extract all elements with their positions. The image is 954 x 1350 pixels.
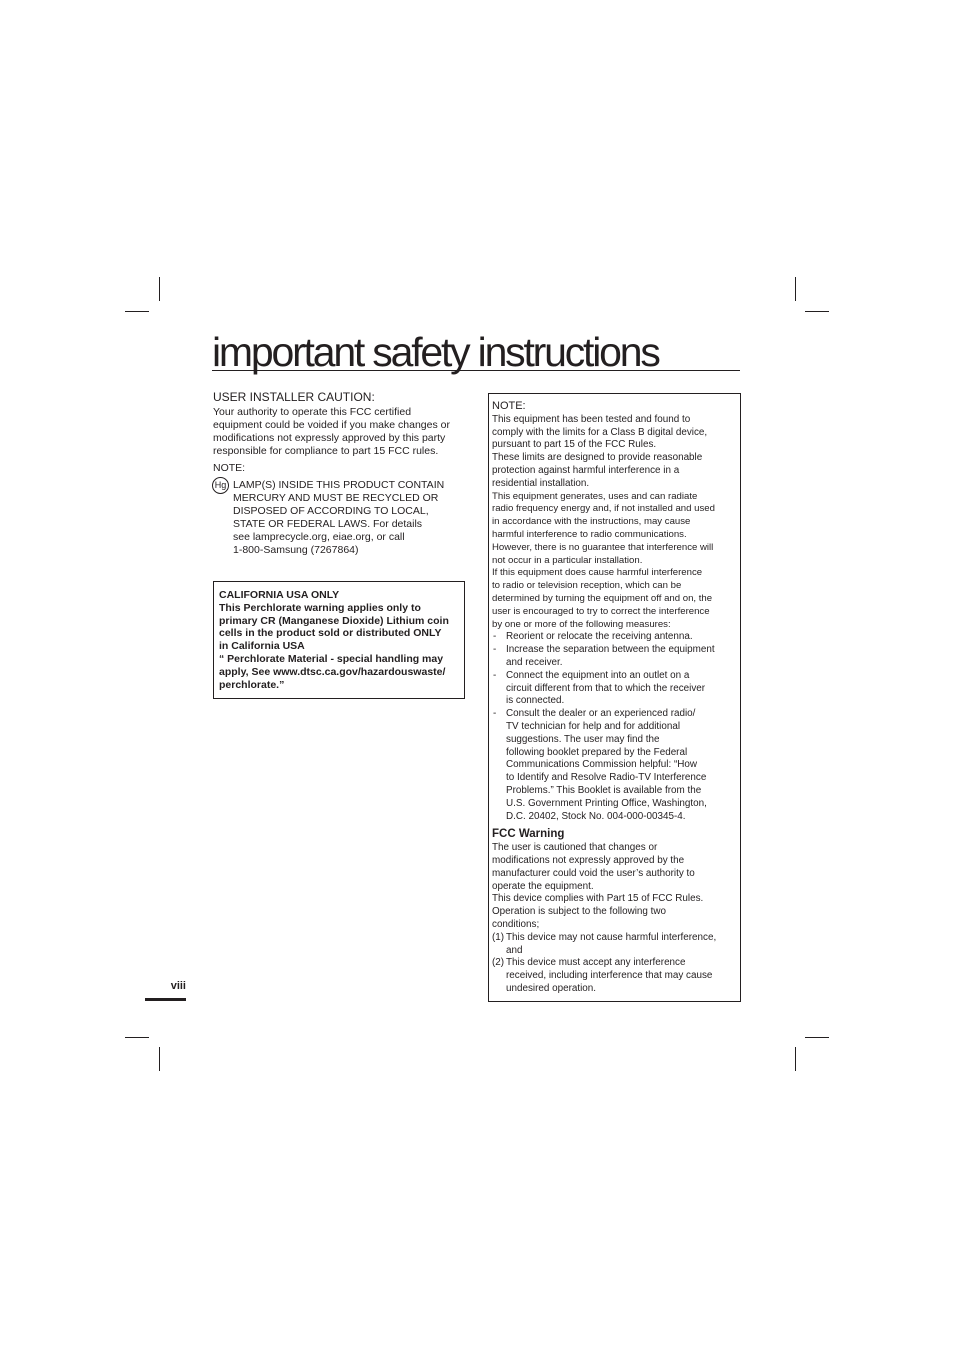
fcc-note-box [488, 393, 741, 1002]
text-line: undesired operation. [506, 983, 597, 995]
text-line: Reorient or relocate the receiving antenna. [506, 631, 693, 643]
list-item [492, 932, 737, 958]
number-marker: (2) [492, 957, 505, 969]
installer-caution-section [213, 391, 465, 557]
text-line: U.S. Government Printing Office, Washington, [506, 797, 707, 809]
caution-text [213, 406, 465, 458]
text-line: “ Perchlorate Material - special handling may [219, 652, 444, 665]
text-line: and receiver. [506, 656, 563, 668]
text-line: Operation is subject to the following two [492, 906, 667, 918]
list-item [492, 631, 737, 644]
note-label: NOTE: [213, 462, 246, 474]
text-line: in California USA [219, 640, 305, 653]
crop-mark [795, 277, 796, 301]
text-line: suggestions. The user may find the [506, 733, 660, 745]
text-line: LAMP(S) INSIDE THIS PRODUCT CONTAIN [233, 479, 445, 491]
text-line: equipment could be voided if you make changes or [213, 419, 450, 431]
list-item [492, 708, 737, 823]
text-line: responsible for compliance to part 15 FCC rules. [213, 445, 439, 457]
text-line: modifications not expressly approved by the [492, 855, 685, 867]
mercury-hg-icon: Hg [212, 477, 229, 494]
mercury-lamp-notice [213, 479, 465, 557]
crop-mark [805, 1037, 829, 1038]
crop-mark [125, 311, 149, 312]
text-line: not occur in a particular installation. [492, 554, 643, 566]
page-title [212, 329, 740, 375]
bullet-marker: - [493, 708, 497, 720]
text-line: CALIFORNIA USA ONLY [219, 589, 340, 601]
measures-list [492, 631, 737, 823]
text-line: by one or more of the following measures: [492, 618, 671, 630]
text-line: comply with the limits for a Class B digital device, [492, 426, 708, 438]
text-line: This equipment generates, uses and can radiate [492, 490, 698, 502]
page-title-text: important safety instructions [212, 329, 659, 375]
text-line: and [506, 944, 523, 956]
text-line: D.C. 20402, Stock No. 004-000-00345-4. [506, 810, 686, 822]
text-line: This device complies with Part 15 of FCC Rules. [492, 893, 704, 905]
crop-mark [125, 1037, 149, 1038]
text-line: Problems.” This Booklet is available from the [506, 784, 702, 796]
text-line: following booklet prepared by the Federal [506, 746, 688, 758]
text-line: harmful interference to radio communications. [492, 528, 687, 540]
text-line: see lamprecycle.org, eiae.org, or call [233, 531, 405, 543]
text-line: However, there is no guarantee that interference will [492, 541, 714, 553]
number-marker: (1) [492, 931, 505, 943]
bullet-marker: - [493, 631, 497, 643]
text-line: This Perchlorate warning applies only to [219, 601, 421, 614]
text-line: in accordance with the instructions, may cause [492, 516, 691, 528]
text-line: determined by turning the equipment off and on, the [492, 592, 713, 604]
text-line: Connect the equipment into an outlet on a [506, 669, 690, 681]
text-line: is connected. [506, 695, 565, 707]
crop-mark [159, 1047, 160, 1071]
text-line: This device may not cause harmful interference, [506, 931, 717, 943]
text-line: apply, See www.dtsc.ca.gov/hazardouswaste/ [219, 665, 446, 678]
fcc-warning-text [492, 842, 737, 932]
text-line: protection against harmful interference in a [492, 464, 680, 476]
text-line: MERCURY AND MUST BE RECYCLED OR [233, 492, 439, 504]
text-line: Increase the separation between the equipment [506, 644, 715, 656]
text-line: radio frequency energy and, if not installed and used [492, 503, 715, 515]
text-line: modifications not expressly approved by this party [213, 432, 446, 444]
conditions-list [492, 932, 737, 996]
text-line: These limits are designed to provide reasonable [492, 452, 703, 464]
california-perchlorate-box [213, 581, 465, 699]
crop-mark [159, 277, 160, 301]
text-line: user is encouraged to try to correct the interference [492, 605, 710, 617]
text-line: cells in the product sold or distributed ONLY [219, 627, 442, 640]
text-line: TV technician for help and for additional [506, 720, 681, 732]
page-number [145, 980, 186, 1001]
text-line: operate the equipment. [492, 880, 594, 892]
text-line: Communications Commission helpful: “How [506, 759, 697, 771]
text-line: If this equipment does cause harmful interference [492, 567, 703, 579]
page-number-text: viii [170, 980, 186, 992]
text-line: This equipment has been tested and found to [492, 413, 691, 425]
text-line: residential installation. [492, 477, 590, 489]
text-line: to Identify and Resolve Radio-TV Interference [506, 772, 707, 784]
list-item [492, 957, 737, 995]
text-line: DISPOSED OF ACCORDING TO LOCAL, [233, 505, 429, 517]
list-item [492, 670, 737, 708]
text-line: Consult the dealer or an experienced radio/ [506, 708, 696, 720]
text-line: manufacturer could void the user’s authority to [492, 867, 695, 879]
fcc-paragraph [492, 414, 737, 491]
text-line: 1-800-Samsung (7267864) [233, 544, 359, 556]
text-line: This device must accept any interference [506, 957, 686, 969]
fcc-warning-heading: FCC Warning [492, 828, 565, 841]
text-line: circuit different from that to which the receiver [506, 682, 706, 694]
list-item [492, 644, 737, 670]
text-line: conditions; [492, 919, 540, 931]
text-line: pursuant to part 15 of the FCC Rules. [492, 439, 657, 451]
text-line: to radio or television reception, which can be [492, 580, 682, 592]
text-line: Your authority to operate this FCC certified [213, 406, 412, 418]
crop-mark [795, 1047, 796, 1071]
text-line: The user is cautioned that changes or [492, 842, 658, 854]
bullet-marker: - [493, 644, 497, 656]
text-line: perchlorate.” [219, 678, 285, 691]
text-line: received, including interference that may cause [506, 970, 713, 982]
bullet-marker: - [493, 669, 497, 681]
fcc-paragraph [492, 491, 737, 632]
caution-heading: USER INSTALLER CAUTION: [213, 390, 375, 404]
text-line: STATE OR FEDERAL LAWS. For details [233, 518, 423, 530]
text-line: primary CR (Manganese Dioxide) Lithium coin [219, 614, 449, 627]
crop-mark [805, 311, 829, 312]
fcc-note-heading: NOTE: [492, 400, 526, 412]
